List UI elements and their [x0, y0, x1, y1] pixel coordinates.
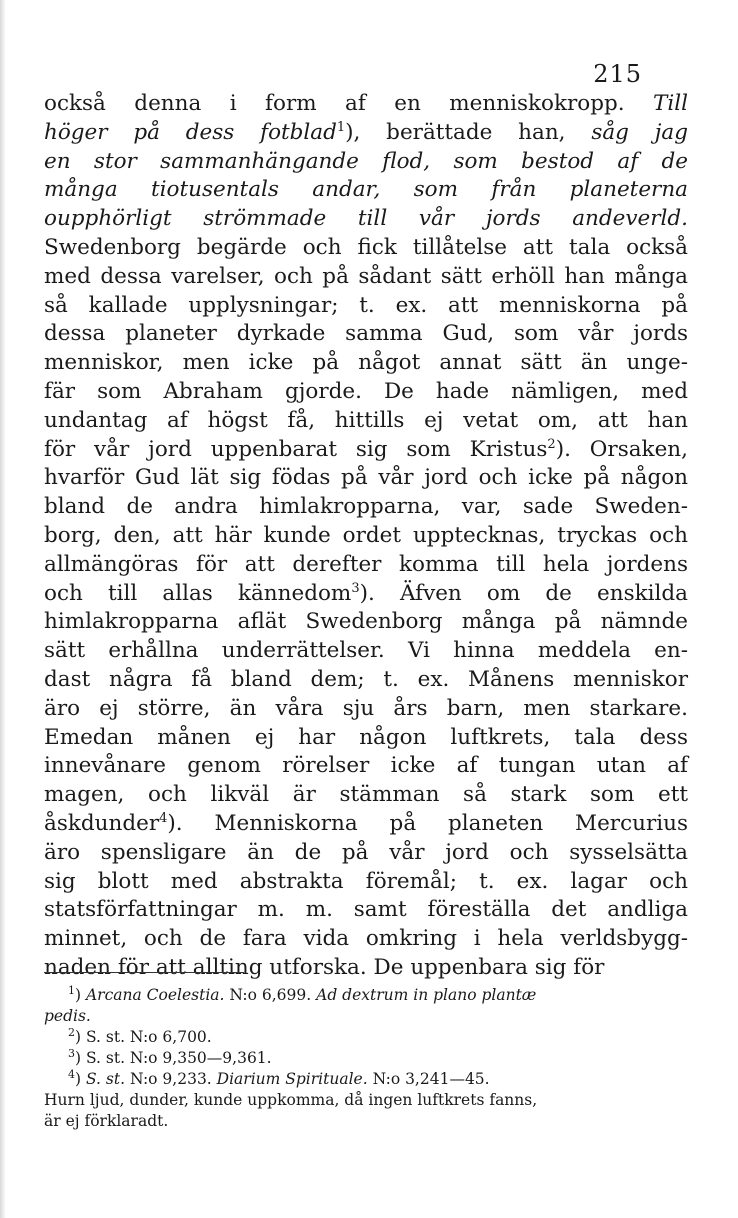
text-line: [44, 436, 688, 465]
text-run: ), berättade han,: [345, 119, 592, 145]
text-line: [44, 205, 688, 234]
text-run: dessa planeter dyrkade samma Gud, som vår jords: [44, 321, 688, 347]
text-line: [44, 407, 688, 436]
text-line: [44, 551, 688, 580]
footnote-ref: 3: [351, 580, 360, 596]
text-line: [44, 176, 688, 205]
italic-text: pedis.: [44, 1007, 91, 1025]
text-line: [44, 608, 688, 637]
text-run: borg, den, att här kunde ordet upptecknas, tryckas och: [44, 522, 688, 548]
text-line: [44, 724, 688, 753]
footnote-line: [44, 1048, 688, 1069]
text-run: för vår jord uppenbarat sig som Kristus: [44, 436, 548, 462]
text-run: och till allas kännedom: [44, 580, 352, 606]
text-run: naden för att allting utforska. De uppenbara sig för: [44, 954, 605, 980]
text-run: ) S. st. N:o 6,700.: [75, 1028, 212, 1046]
text-line: [44, 752, 688, 781]
text-run: ). Menniskorna på planeten Mercurius: [167, 810, 688, 836]
text-run: är ej förklaradt.: [44, 1112, 169, 1130]
text-run: hvarför Gud lät sig födas på vår jord och icke på någon: [44, 465, 688, 491]
italic-text: en stor sammanhängande flod, som bestod af de: [44, 148, 688, 174]
text-run: sätt erhållna underrättelser. Vi hinna meddela en-: [44, 638, 688, 664]
text-run: allmängöras för att derefter komma till hela jordens: [44, 551, 688, 577]
text-line: [44, 695, 688, 724]
text-run: ) S. st. N:o 9,350—9,361.: [75, 1049, 272, 1067]
text-run: bland de andra himlakropparna, var, sade Sweden-: [44, 494, 688, 520]
italic-text: höger på dess fotblad: [44, 119, 337, 145]
text-run: undantag af högst få, hittills ej vetat om, att han: [44, 407, 688, 433]
footnotes: [44, 985, 688, 1132]
text-run: menniskor, men icke på något annat sätt än unge-: [44, 350, 688, 376]
text-run: himlakropparna aflät Swedenborg många på nämnde: [44, 609, 688, 635]
text-line: [44, 896, 688, 925]
text-run: minnet, och de fara vida omkring i hela verldsbygg-: [44, 926, 688, 952]
text-line: [44, 119, 688, 148]
footnote-line: [44, 1006, 688, 1027]
footnote-line: [44, 1111, 688, 1132]
text-line: [44, 580, 688, 609]
text-run: dast några få bland dem; t. ex. Månens menniskor: [44, 666, 688, 692]
text-run: N:o 6,699.: [224, 986, 317, 1004]
text-line: [44, 637, 688, 666]
text-line: [44, 925, 688, 954]
text-line: [44, 263, 688, 292]
footnote-ref: 2: [68, 1025, 75, 1039]
text-line: [44, 666, 688, 695]
text-line: [44, 522, 688, 551]
page-number: 215: [593, 60, 642, 88]
footnote-line: [44, 1090, 688, 1111]
footnote-line: [44, 1027, 688, 1048]
italic-text: många tiotusentals andar, som från planeterna: [44, 177, 688, 203]
text-run: sig blott med abstrakta föremål; t. ex. lagar och: [44, 868, 688, 894]
text-line: [44, 320, 688, 349]
text-line: [44, 493, 688, 522]
text-line: [44, 378, 688, 407]
body-text: [44, 90, 688, 983]
text-line: [44, 781, 688, 810]
text-run: N:o 9,233.: [125, 1070, 217, 1088]
footnote-ref: 3: [68, 1046, 75, 1060]
text-line: [44, 839, 688, 868]
text-run: också denna i form af en menniskokropp.: [44, 91, 654, 116]
text-line: [44, 868, 688, 897]
text-run: fär som Abraham gjorde. De hade nämligen, med: [44, 378, 688, 404]
footnote-ref: 1: [68, 983, 75, 997]
text-line: [44, 349, 688, 378]
text-line: [44, 810, 688, 839]
text-run: äro spensligare än de på vår jord och sysselsätta: [44, 839, 688, 865]
italic-text: Arcana Coelestia.: [85, 986, 225, 1004]
text-run: med dessa varelser, och på sådant sätt erhöll han många: [44, 263, 688, 289]
text-line: [44, 292, 688, 321]
footnote-ref: 4: [68, 1067, 75, 1081]
footnote-line: [44, 1069, 688, 1090]
text-line: [44, 234, 688, 263]
text-run: ): [75, 1070, 86, 1088]
text-line: [44, 954, 688, 983]
text-run: Hurn ljud, dunder, kunde uppkomma, då ingen luftkrets fanns,: [44, 1091, 538, 1109]
italic-text: såg jag: [591, 119, 688, 145]
footnote-ref: 4: [159, 810, 168, 826]
text-run: magen, och likväl är stämman så stark som ett: [44, 782, 688, 808]
text-run: Swedenborg begärde och fick tillåtelse att tala också: [44, 234, 688, 260]
footnote-ref: 2: [547, 436, 556, 452]
text-run: ): [75, 986, 86, 1004]
footnote-divider: [44, 972, 244, 973]
footnote-line: [44, 985, 688, 1006]
text-run: äro ej större, än våra sju års barn, men starkare.: [44, 695, 688, 721]
text-run: ). Äfven om de enskilda: [359, 580, 688, 606]
text-run: statsförfattningar m. m. samt föreställa det andliga: [44, 897, 688, 923]
italic-text: S. st.: [85, 1070, 126, 1088]
italic-text: oupphörligt strömmade till vår jords andeverld.: [44, 206, 688, 232]
text-run: N:o 3,241—45.: [367, 1070, 490, 1088]
footnote-ref: 1: [336, 119, 346, 135]
text-run: Emedan månen ej har någon luftkrets, tala dess: [44, 724, 688, 750]
text-line: [44, 90, 688, 119]
italic-text: Till: [653, 91, 688, 116]
italic-text: Ad dextrum in plano plantæ: [316, 986, 537, 1004]
text-run: ). Orsaken,: [555, 436, 688, 462]
text-line: [44, 464, 688, 493]
text-line: [44, 148, 688, 177]
text-run: åskdunder: [44, 810, 160, 836]
italic-text: Diarium Spirituale.: [216, 1070, 368, 1088]
text-run: innevånare genom rörelser icke af tungan utan af: [44, 753, 688, 779]
page-spine-shadow: [0, 0, 6, 1218]
text-run: så kallade upplysningar; t. ex. att menniskorna på: [44, 292, 688, 318]
